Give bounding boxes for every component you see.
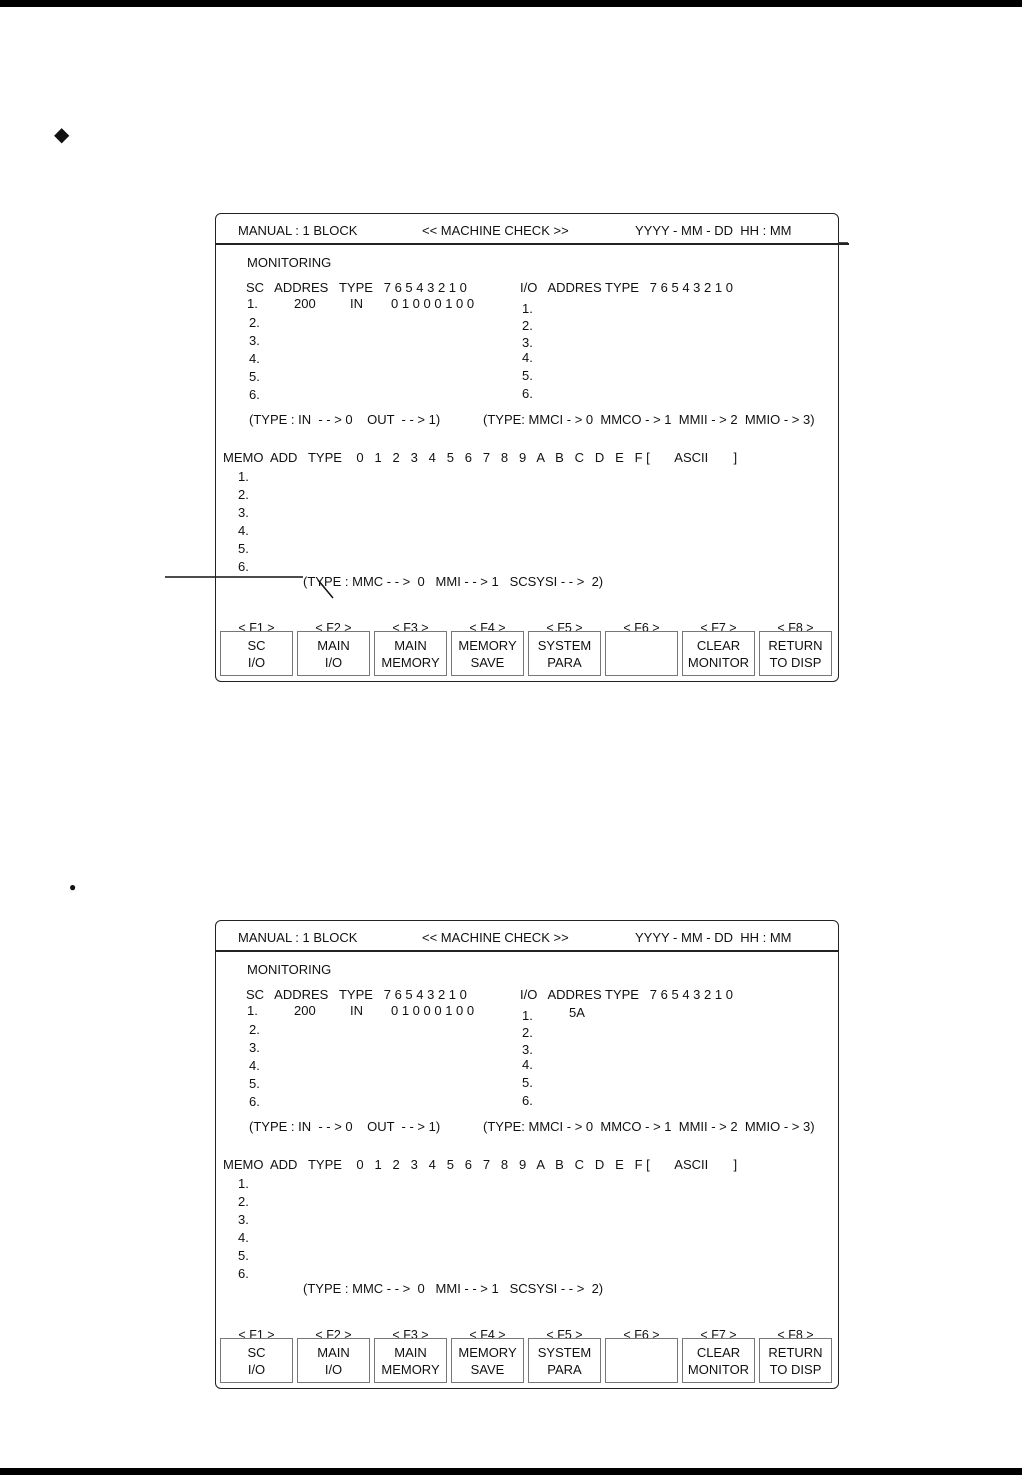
fkey-label-f6: < F6 > [623, 621, 660, 635]
sc-type-legend: (TYPE : IN - - > 0 OUT - - > 1) [249, 1119, 441, 1134]
io-row-number: 2. [522, 1025, 533, 1040]
fkey-label-f1: < F1 > [238, 621, 275, 635]
sc-row-number: 3. [249, 333, 260, 348]
memo-row-number: 4. [238, 523, 249, 538]
f8-button[interactable]: RETURN TO DISP [759, 1338, 832, 1383]
f2-button[interactable]: MAIN I/O [297, 1338, 370, 1383]
f7-button[interactable]: CLEAR MONITOR [682, 631, 755, 676]
sc-type-legend: (TYPE : IN - - > 0 OUT - - > 1) [249, 412, 441, 427]
io-row-number: 6. [522, 386, 533, 401]
memo-row-number: 6. [238, 1266, 249, 1281]
f4-button[interactable]: MEMORY SAVE [451, 1338, 524, 1383]
io-row-number: 4. [522, 350, 533, 365]
io-type-legend: (TYPE: MMCI - > 0 MMCO - > 1 MMII - > 2 MMIO - > 3) [483, 1119, 815, 1134]
fkey-label-f5: < F5 > [546, 1328, 583, 1342]
memo-row-number: 2. [238, 487, 249, 502]
sc-row-type: IN [350, 296, 363, 311]
f7-button[interactable]: CLEAR MONITOR [682, 1338, 755, 1383]
memo-row-number: 4. [238, 1230, 249, 1245]
fkey-label-f5: < F5 > [546, 621, 583, 635]
io-row-number: 2. [522, 318, 533, 333]
f6-button[interactable] [605, 1338, 678, 1383]
sc-row-number: 5. [249, 1076, 260, 1091]
memo-type-legend: (TYPE : MMC - - > 0 MMI - - > 1 SCSYSI - - > 2) [303, 1281, 604, 1296]
sc-row-number: 1. [247, 1003, 258, 1018]
sc-row-address: 200 [294, 296, 316, 311]
io-row-number: 6. [522, 1093, 533, 1108]
machine-check-screen [215, 213, 839, 682]
sc-row-number: 1. [247, 296, 258, 311]
f5-button[interactable]: SYSTEM PARA [528, 631, 601, 676]
fkey-label-f3: < F3 > [392, 621, 429, 635]
io-row-number: 3. [522, 335, 533, 350]
fkey-label-f2: < F2 > [315, 621, 352, 635]
io-row-number: 1. [522, 301, 533, 316]
fkey-label-f6: < F6 > [623, 1328, 660, 1342]
fkey-label-f1: < F1 > [238, 1328, 275, 1342]
bullet-marker-icon: ● [69, 880, 77, 894]
io-row-number: 4. [522, 1057, 533, 1072]
screen-title: << MACHINE CHECK >> [422, 223, 569, 238]
f5-button[interactable]: SYSTEM PARA [528, 1338, 601, 1383]
f1-button[interactable]: SC I/O [220, 1338, 293, 1383]
memo-row-number: 1. [238, 469, 249, 484]
datetime-label: YYYY - MM - DD HH : MM [635, 930, 792, 945]
memo-row-number: 1. [238, 1176, 249, 1191]
section-title: MONITORING [247, 255, 332, 270]
io-row-address: 5A [569, 1005, 585, 1020]
mode-label: MANUAL : 1 BLOCK [238, 930, 358, 945]
fkey-label-f7: < F7 > [700, 621, 737, 635]
sc-table-header: SC ADDRES TYPE 7 6 5 4 3 2 1 0 [246, 280, 467, 295]
f1-button[interactable]: SC I/O [220, 631, 293, 676]
io-row-number: 1. [522, 1008, 533, 1023]
sc-table-header: SC ADDRES TYPE 7 6 5 4 3 2 1 0 [246, 987, 467, 1002]
sc-row-number: 2. [249, 315, 260, 330]
memo-row-number: 5. [238, 541, 249, 556]
diamond-marker-icon: ◆ [54, 124, 70, 146]
memo-row-number: 5. [238, 1248, 249, 1263]
sc-row-number: 2. [249, 1022, 260, 1037]
f3-button[interactable]: MAIN MEMORY [374, 631, 447, 676]
mode-label: MANUAL : 1 BLOCK [238, 223, 358, 238]
sc-row-number: 5. [249, 369, 260, 384]
io-table-header: I/O ADDRES TYPE 7 6 5 4 3 2 1 0 [520, 280, 733, 295]
fkey-label-f4: < F4 > [469, 1328, 506, 1342]
fkey-label-f8: < F8 > [777, 621, 814, 635]
io-table-header: I/O ADDRES TYPE 7 6 5 4 3 2 1 0 [520, 987, 733, 1002]
memo-row-number: 3. [238, 1212, 249, 1227]
io-row-number: 3. [522, 1042, 533, 1057]
memo-table-header: MEMO ADD TYPE 0 1 2 3 4 5 6 7 8 9 A B C D E F [ ASCII ] [223, 450, 738, 465]
sc-row-bits: 0 1 0 0 0 1 0 0 [391, 296, 475, 311]
fkey-label-f2: < F2 > [315, 1328, 352, 1342]
fkey-label-f8: < F8 > [777, 1328, 814, 1342]
io-type-legend: (TYPE: MMCI - > 0 MMCO - > 1 MMII - > 2 MMIO - > 3) [483, 412, 815, 427]
memo-table-header: MEMO ADD TYPE 0 1 2 3 4 5 6 7 8 9 A B C D E F [ ASCII ] [223, 1157, 738, 1172]
sc-row-address: 200 [294, 1003, 316, 1018]
f2-button[interactable]: MAIN I/O [297, 631, 370, 676]
sc-row-bits: 0 1 0 0 0 1 0 0 [391, 1003, 475, 1018]
memo-type-legend: (TYPE : MMC - - > 0 MMI - - > 1 SCSYSI - - > 2) [303, 574, 604, 589]
io-row-number: 5. [522, 1075, 533, 1090]
header-divider [216, 243, 849, 245]
memo-row-number: 3. [238, 505, 249, 520]
io-row-number: 5. [522, 368, 533, 383]
header-divider [216, 950, 838, 952]
section-title: MONITORING [247, 962, 332, 977]
f8-button[interactable]: RETURN TO DISP [759, 631, 832, 676]
machine-check-screen [215, 920, 839, 1389]
fkey-label-f3: < F3 > [392, 1328, 429, 1342]
sc-row-number: 3. [249, 1040, 260, 1055]
screen-title: << MACHINE CHECK >> [422, 930, 569, 945]
sc-row-number: 6. [249, 1094, 260, 1109]
sc-row-type: IN [350, 1003, 363, 1018]
fkey-label-f7: < F7 > [700, 1328, 737, 1342]
sc-row-number: 4. [249, 351, 260, 366]
f3-button[interactable]: MAIN MEMORY [374, 1338, 447, 1383]
f6-button[interactable] [605, 631, 678, 676]
memo-row-number: 6. [238, 559, 249, 574]
sc-row-number: 4. [249, 1058, 260, 1073]
f4-button[interactable]: MEMORY SAVE [451, 631, 524, 676]
datetime-label: YYYY - MM - DD HH : MM [635, 223, 792, 238]
fkey-label-f4: < F4 > [469, 621, 506, 635]
memo-row-number: 2. [238, 1194, 249, 1209]
sc-row-number: 6. [249, 387, 260, 402]
